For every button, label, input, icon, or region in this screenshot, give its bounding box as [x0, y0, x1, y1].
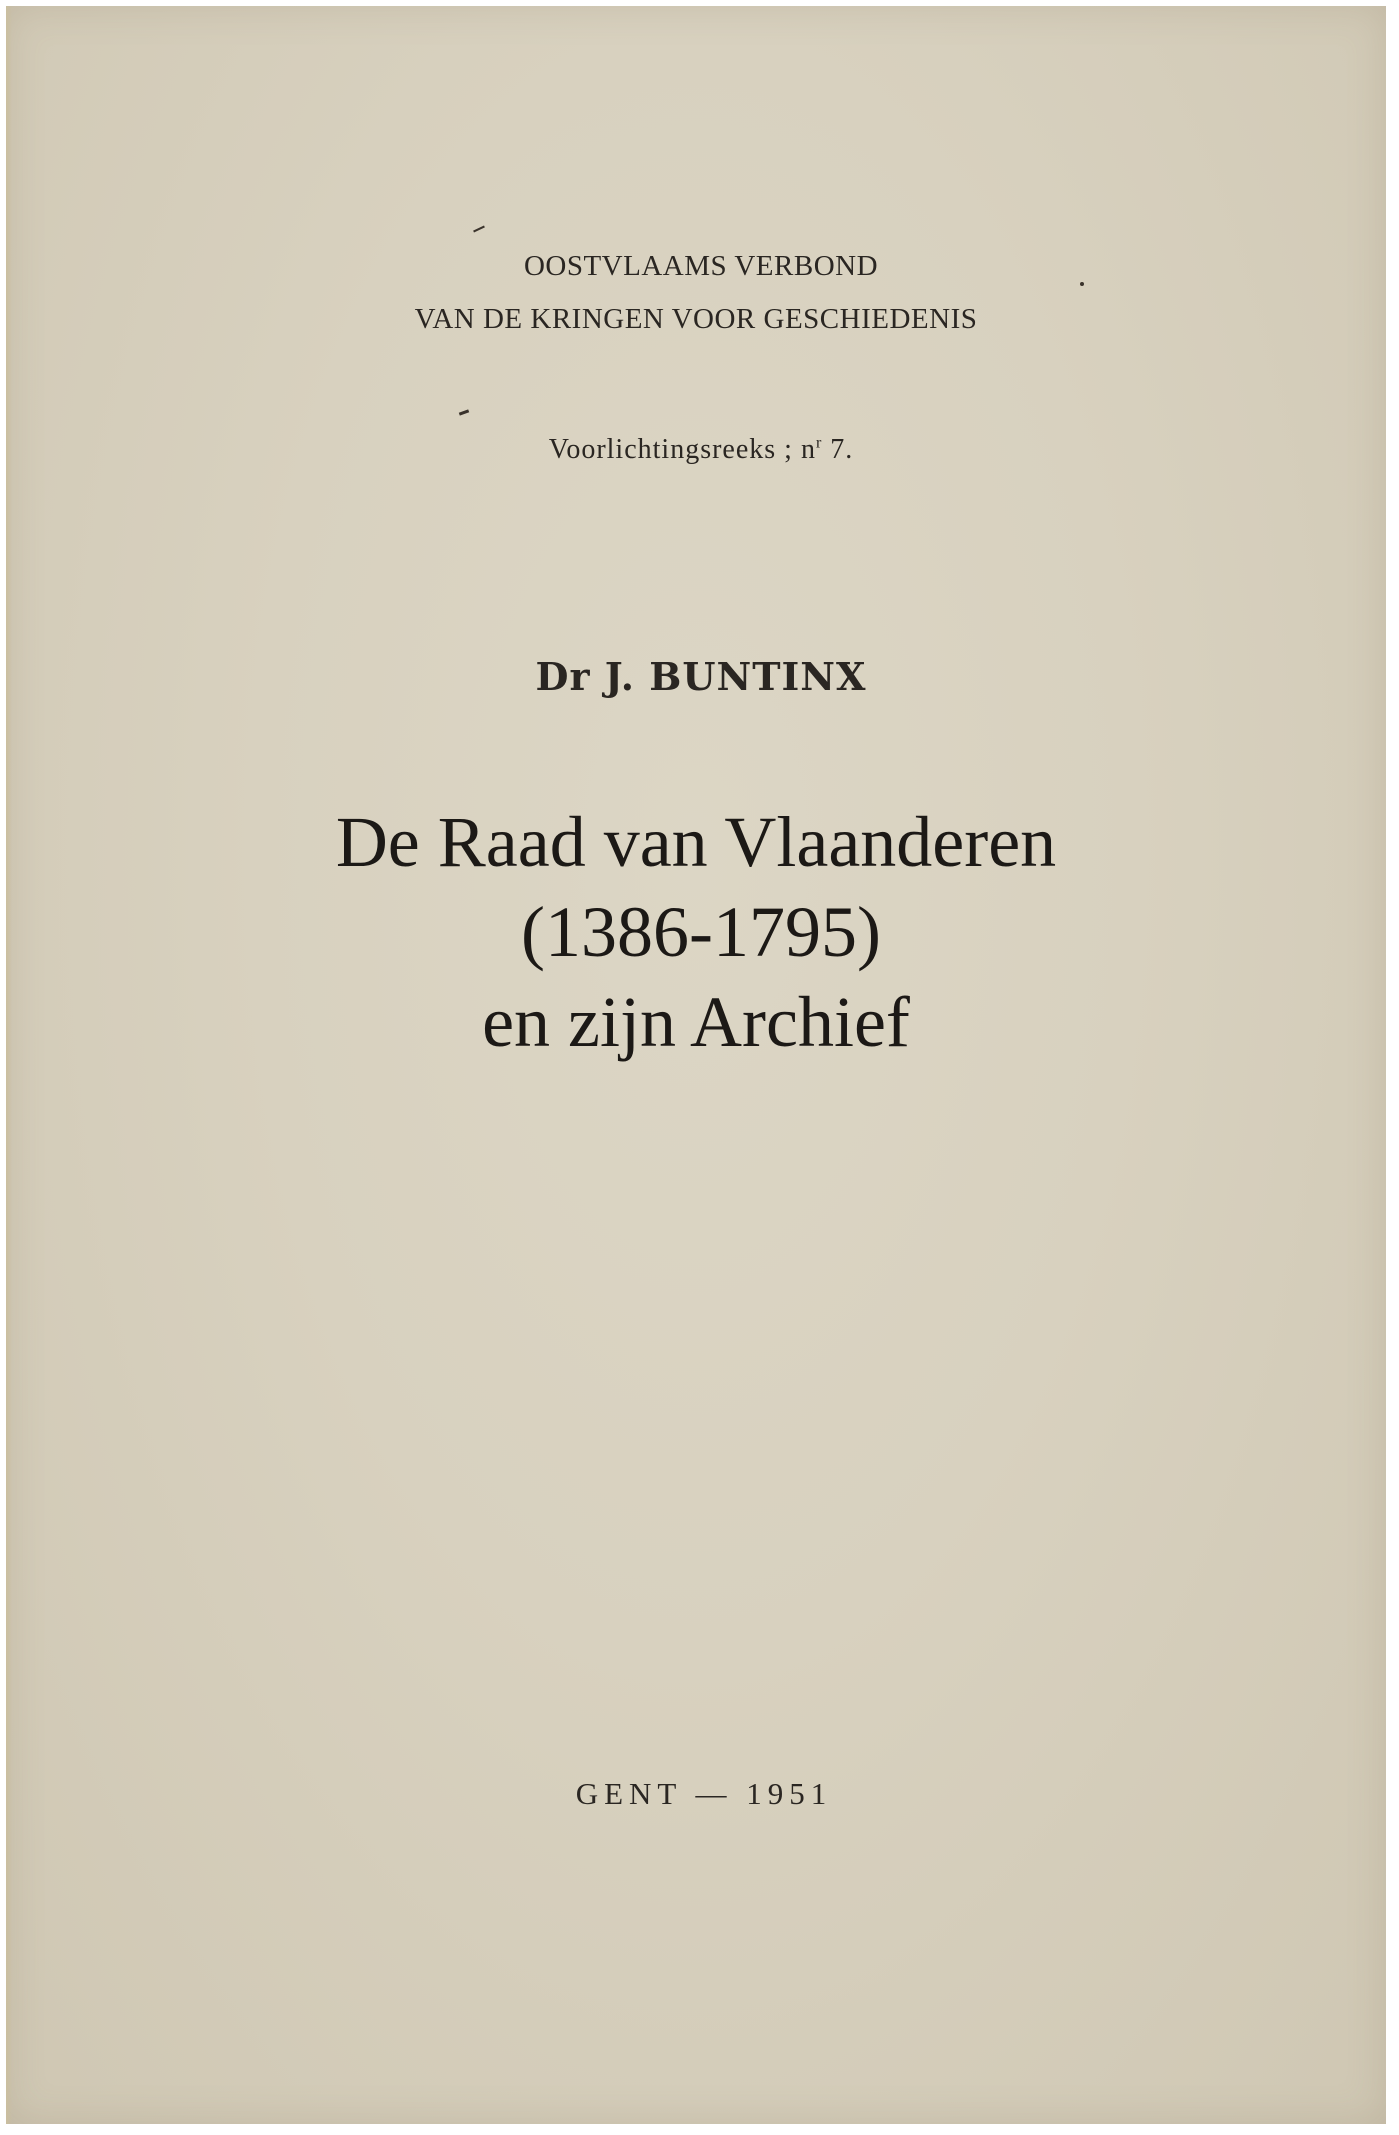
- imprint-place-year: GENT — 1951: [575, 1776, 833, 1811]
- ink-speck: [459, 409, 469, 415]
- book-cover: [6, 6, 1386, 2124]
- ink-speck: [473, 226, 485, 233]
- book-title-line3: en zijn Archief: [482, 982, 910, 1062]
- book-title-line1: De Raad van Vlaanderen: [335, 802, 1057, 882]
- series-label: Voorlichtingsreeks ; n: [548, 434, 816, 465]
- author-name: Dr J. BUNTINX: [535, 654, 867, 699]
- series-number-superscript: r: [815, 434, 823, 452]
- publisher-name-line1: OOSTVLAAMS VERBOND: [523, 250, 879, 282]
- series-number: 7.: [822, 434, 854, 465]
- publisher-name-line2: VAN DE KRINGEN VOOR GESCHIEDENIS: [414, 303, 978, 335]
- book-title-line2: (1386-1795): [521, 892, 881, 972]
- series-line: [6, 434, 1386, 466]
